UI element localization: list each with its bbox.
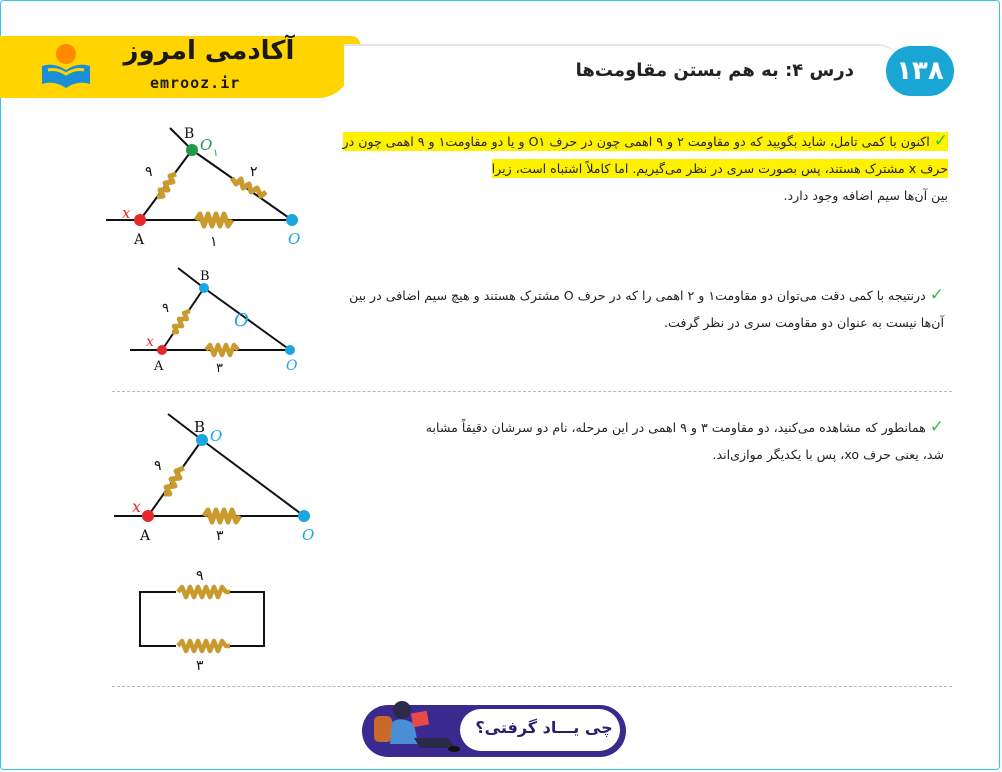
label-b: B bbox=[194, 418, 206, 436]
resistor-icon bbox=[206, 345, 238, 355]
resistor-icon bbox=[157, 174, 176, 197]
label-o: O bbox=[288, 230, 301, 248]
node-x bbox=[134, 214, 146, 226]
badge-label: چی یـــاد گرفتی؟ bbox=[475, 718, 613, 737]
paragraph-1-text-end: بین آن‌ها سیم اضافه وجود دارد. bbox=[783, 188, 948, 203]
section-divider bbox=[112, 686, 952, 687]
check-icon: ✓ bbox=[929, 285, 944, 305]
node-o bbox=[298, 510, 310, 522]
resistor-value: ۲ bbox=[250, 164, 258, 180]
label-o1: O bbox=[200, 136, 213, 154]
student-reading-icon bbox=[368, 694, 468, 754]
resistor-icon bbox=[196, 214, 232, 226]
circuit-diagram-2 bbox=[126, 266, 316, 378]
node-b bbox=[199, 283, 209, 293]
resistor-value: ۹ bbox=[154, 458, 162, 474]
node-x bbox=[157, 345, 167, 355]
node-o bbox=[286, 214, 298, 226]
node-x bbox=[142, 510, 154, 522]
resistor-value: ۹ bbox=[145, 164, 153, 180]
label-x: x bbox=[122, 204, 131, 222]
paragraph-2 bbox=[330, 282, 944, 336]
label-a: A bbox=[154, 359, 164, 374]
resistor-value: ۹ bbox=[162, 301, 169, 316]
label-o1-sub: ۱ bbox=[213, 148, 219, 159]
label-o: O bbox=[286, 358, 298, 374]
resistor-value: ۳ bbox=[196, 658, 204, 674]
label-o: O bbox=[302, 526, 315, 544]
node-b bbox=[186, 144, 198, 156]
label-o-top: O bbox=[210, 427, 223, 445]
paragraph-1 bbox=[340, 128, 948, 209]
paragraph-3 bbox=[420, 414, 944, 468]
check-icon: ✓ bbox=[929, 417, 944, 437]
circuit-diagram-3 bbox=[108, 408, 328, 548]
label-a: A bbox=[140, 528, 151, 544]
paragraph-3-text: همانطور که مشاهده می‌کنید، دو مقاومت ۳ و ۹ اهمی در این مرحله، نام دو سرشان دقیقاً مشابه شد، یعنی حرف xo، پس با یکدیگر موازی‌اند. bbox=[425, 420, 944, 462]
resistor-icon bbox=[172, 311, 190, 332]
lesson-title: درس ۴: به هم بستن مقاومت‌ها bbox=[575, 60, 854, 81]
node-o bbox=[285, 345, 295, 355]
label-a: A bbox=[134, 232, 145, 248]
label-b: B bbox=[200, 269, 210, 284]
resistor-value: ۹ bbox=[196, 568, 204, 584]
paragraph-2-text: درنتیجه با کمی دقت می‌توان دو مقاومت۱ و ۲ اهمی را که در حرف O مشترک هستند و هیچ سیم اضافی در بین آن‌ها نیست به عنوان دو مقاومت سری در نظر گرفت. bbox=[349, 288, 944, 330]
academy-logo-icon bbox=[38, 40, 94, 92]
resistor-value: ۳ bbox=[216, 528, 224, 544]
section-divider bbox=[112, 391, 952, 392]
resistor-icon bbox=[204, 510, 240, 522]
paragraph-1-text: اکنون با کمی تامل، شاید بگویید که دو مقاومت ۲ و ۹ اهمی چون در حرف O۱ و یا دو مقاومت۱ و ۹ اهمی چون در حرف x مشترک هستند، پس بصورت سری در نظر می‌گیریم. اما کاملاً اشتباه است، زیرا bbox=[342, 134, 948, 176]
parallel-circuit-diagram bbox=[132, 562, 272, 678]
circuit-diagram-1 bbox=[100, 124, 320, 254]
label-x: x bbox=[132, 497, 142, 516]
page-number-badge: ۱۳۸ bbox=[886, 46, 954, 96]
label-o-mid: O bbox=[234, 310, 249, 331]
logo-url: emrooz.ir bbox=[150, 74, 241, 92]
label-x: x bbox=[146, 334, 154, 350]
label-b: B bbox=[184, 126, 195, 142]
resistor-icon bbox=[164, 468, 184, 494]
resistor-icon bbox=[232, 178, 266, 196]
resistor-value: ۱ bbox=[210, 234, 218, 250]
check-icon: ✓ bbox=[933, 131, 948, 151]
logo-text: آکادمی امروز bbox=[123, 36, 295, 66]
resistor-value: ۳ bbox=[216, 361, 223, 376]
